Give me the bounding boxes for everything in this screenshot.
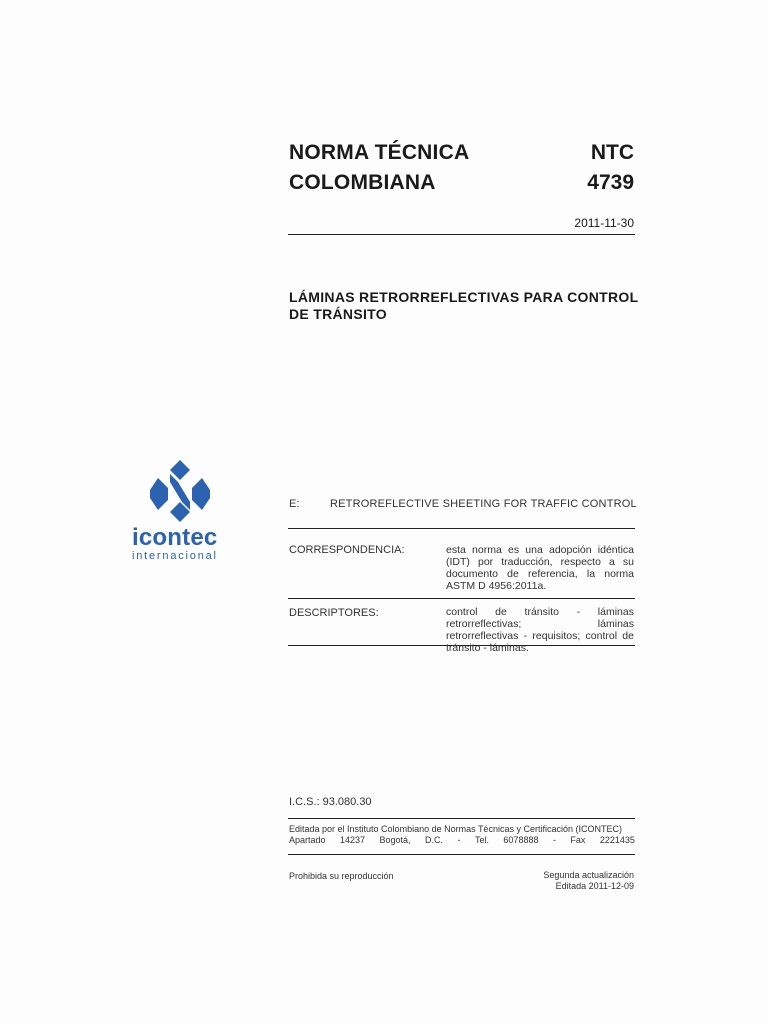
logo-subtitle: internacional	[132, 550, 218, 562]
standard-code	[560, 138, 634, 198]
icontec-logo	[132, 458, 242, 562]
code-line-2: 4739	[587, 171, 634, 194]
reproduction-notice: Prohibida su reproducción	[289, 871, 394, 881]
icontec-n-logo-icon	[148, 458, 212, 524]
publication-date: 2011-11-30	[574, 216, 634, 230]
editorial-word: Bogotá,	[379, 835, 411, 845]
correspondencia-value: esta norma es una adopción idéntica (IDT) por traducción, respecto a su documento de referencia, la norma ASTM D 4956:2011a.	[446, 544, 634, 592]
divider-descriptores	[288, 645, 635, 646]
title-line-2: COLOMBIANA	[289, 171, 436, 194]
editorial-info	[289, 824, 635, 846]
code-line-1: NTC	[590, 141, 634, 164]
editorial-word: 14237	[340, 835, 366, 845]
editorial-word: 2221435	[599, 835, 635, 845]
divider-ics	[288, 818, 635, 819]
edition-info	[480, 870, 634, 892]
logo-wordmark: icontec	[132, 524, 218, 551]
title-line-1: NORMA TÉCNICA	[289, 141, 470, 164]
editorial-word: Apartado	[289, 835, 326, 845]
editorial-word: 6078888	[503, 835, 539, 845]
correspondencia-label: CORRESPONDENCIA:	[289, 544, 405, 556]
subject-line-2: DE TRÁNSITO	[289, 306, 387, 322]
editorial-line-2	[289, 835, 635, 846]
editorial-word: -	[552, 835, 556, 845]
page-title	[289, 138, 469, 198]
standard-subject	[289, 289, 639, 323]
descriptores-value: control de tránsito - láminas retrorreflectivas; láminas retrorreflectivas - requisitos; control de tránsito - láminas.	[446, 606, 634, 654]
divider-correspondencia	[288, 598, 635, 599]
edition-line-2: Editada 2011-12-09	[555, 881, 634, 891]
editorial-word: Fax	[570, 835, 586, 845]
subject-line-1: LÁMINAS RETRORREFLECTIVAS PARA CONTROL	[289, 289, 639, 305]
divider-english	[288, 528, 635, 529]
ics-code: I.C.S.: 93.080.30	[289, 796, 372, 808]
descriptores-label: DESCRIPTORES:	[289, 607, 379, 619]
english-title: RETROREFLECTIVE SHEETING FOR TRAFFIC CONTROL	[330, 498, 637, 510]
editorial-word: -	[457, 835, 461, 845]
english-code: E:	[289, 498, 300, 510]
editorial-word: D.C.	[425, 835, 443, 845]
divider-header	[288, 234, 635, 235]
editorial-word: Tel.	[474, 835, 489, 845]
divider-editorial	[288, 854, 635, 855]
edition-line-1: Segunda actualización	[543, 870, 634, 880]
editorial-line-1: Editada por el Instituto Colombiano de Normas Técnicas y Certificación (ICONTEC)	[289, 824, 622, 834]
